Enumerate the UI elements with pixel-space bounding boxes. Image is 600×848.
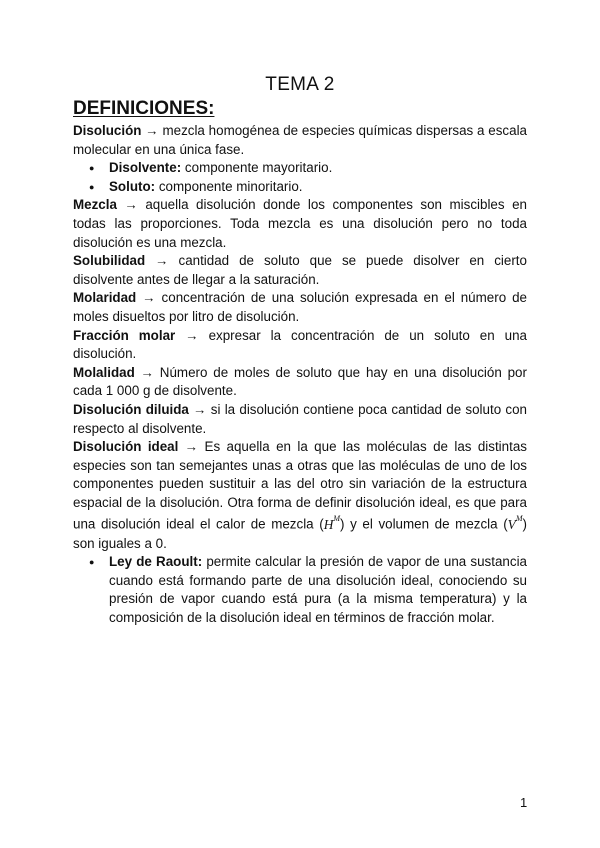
term-disolucion-diluida: Disolución diluida	[73, 401, 189, 417]
term-disolvente: Disolvente:	[109, 160, 182, 176]
definition-mezcla	[73, 196, 527, 252]
definition-disolucion-diluida	[73, 401, 527, 438]
definition-text: ) son iguales a 0.	[73, 516, 527, 551]
math-superscript: M	[333, 514, 341, 524]
arrow-symbol: →	[145, 123, 159, 138]
arrow-symbol: →	[185, 327, 199, 343]
definition-text: Es aquella en la que las moléculas de las distintas especies son tan semejantes unas a otras que las moléculas de uno de los componentes pueden sustituir a las del otro sin variación de la estructura espacial de la disolución. Otra forma de definir disolución ideal, es que para una disolución ideal el calor de mezcla (	[73, 439, 527, 532]
definition-molaridad	[73, 289, 527, 326]
list-item	[73, 159, 527, 178]
definition-text: expresar la concentración de un soluto en una disolución.	[73, 327, 527, 362]
definition-text: aquella disolución donde los componentes son miscibles en todas las proporciones. Toda mezcla es una disolución pero no toda disolución es una mezcla.	[73, 197, 527, 250]
definition-disolucion	[73, 122, 527, 159]
math-letter: V	[507, 516, 516, 532]
definition-text: componente mayoritario.	[184, 160, 333, 176]
arrow-symbol: →	[124, 197, 138, 213]
definition-solubilidad	[73, 252, 527, 289]
term-disolucion: Disolución	[73, 123, 142, 138]
term-molaridad: Molaridad	[73, 290, 137, 306]
definition-text: permite calcular la presión de vapor de una sustancia cuando está formando parte de una disolución ideal, conociendo su presión de vapor cuando está pura (a la misma temperatura) y la composición de la disolución ideal en términos de fracción molar.	[109, 554, 527, 625]
arrow-symbol: →	[142, 290, 156, 306]
term-soluto: Soluto:	[109, 178, 156, 194]
term-solubilidad: Solubilidad	[73, 253, 146, 269]
arrow-symbol: →	[140, 364, 154, 380]
arrow-symbol: →	[155, 253, 169, 269]
definition-text: mezcla homogénea de especies químicas dispersas a escala molecular en una única fase.	[73, 123, 527, 157]
page-number: 1	[520, 795, 528, 810]
disolucion-components-list	[73, 159, 527, 196]
definition-text: cantidad de soluto que se puede disolver en cierto disolvente antes de llegar a la saturación.	[73, 253, 527, 287]
term-fraccion-molar: Fracción molar	[73, 327, 176, 343]
definition-fraccion-molar	[73, 327, 527, 364]
math-letter: H	[323, 516, 334, 532]
arrow-symbol: →	[184, 439, 199, 455]
page-title: TEMA 2	[265, 74, 335, 95]
term-mezcla: Mezcla	[73, 197, 117, 213]
definition-text: Número de moles de soluto que hay en una disolución por cada 1 000 g de disolvente.	[73, 364, 527, 399]
enthalpy-symbol	[323, 514, 341, 532]
list-item	[73, 553, 527, 627]
definition-disolucion-ideal	[73, 438, 527, 553]
volume-symbol	[507, 514, 523, 532]
definition-text: concentración de una solución expresada en el número de moles disueltos por litro de disolución.	[73, 290, 527, 324]
ideal-subitems-list	[73, 553, 527, 627]
term-molalidad: Molalidad	[73, 364, 135, 380]
section-heading: DEFINICIONES:	[73, 98, 215, 119]
arrow-symbol: →	[193, 401, 207, 417]
definitions-body	[73, 122, 527, 628]
definition-text: si la disolución contiene poca cantidad de soluto con respecto al disolvente.	[73, 401, 527, 436]
list-item	[73, 178, 527, 197]
term-disolucion-ideal: Disolución ideal	[73, 439, 179, 455]
definition-text: ) y el volumen de mezcla (	[340, 516, 508, 532]
term-ley-de-raoult: Ley de Raoult:	[109, 554, 203, 570]
definition-text: componente minoritario.	[158, 178, 303, 194]
definition-molalidad	[73, 364, 527, 401]
math-superscript: M	[515, 514, 523, 524]
